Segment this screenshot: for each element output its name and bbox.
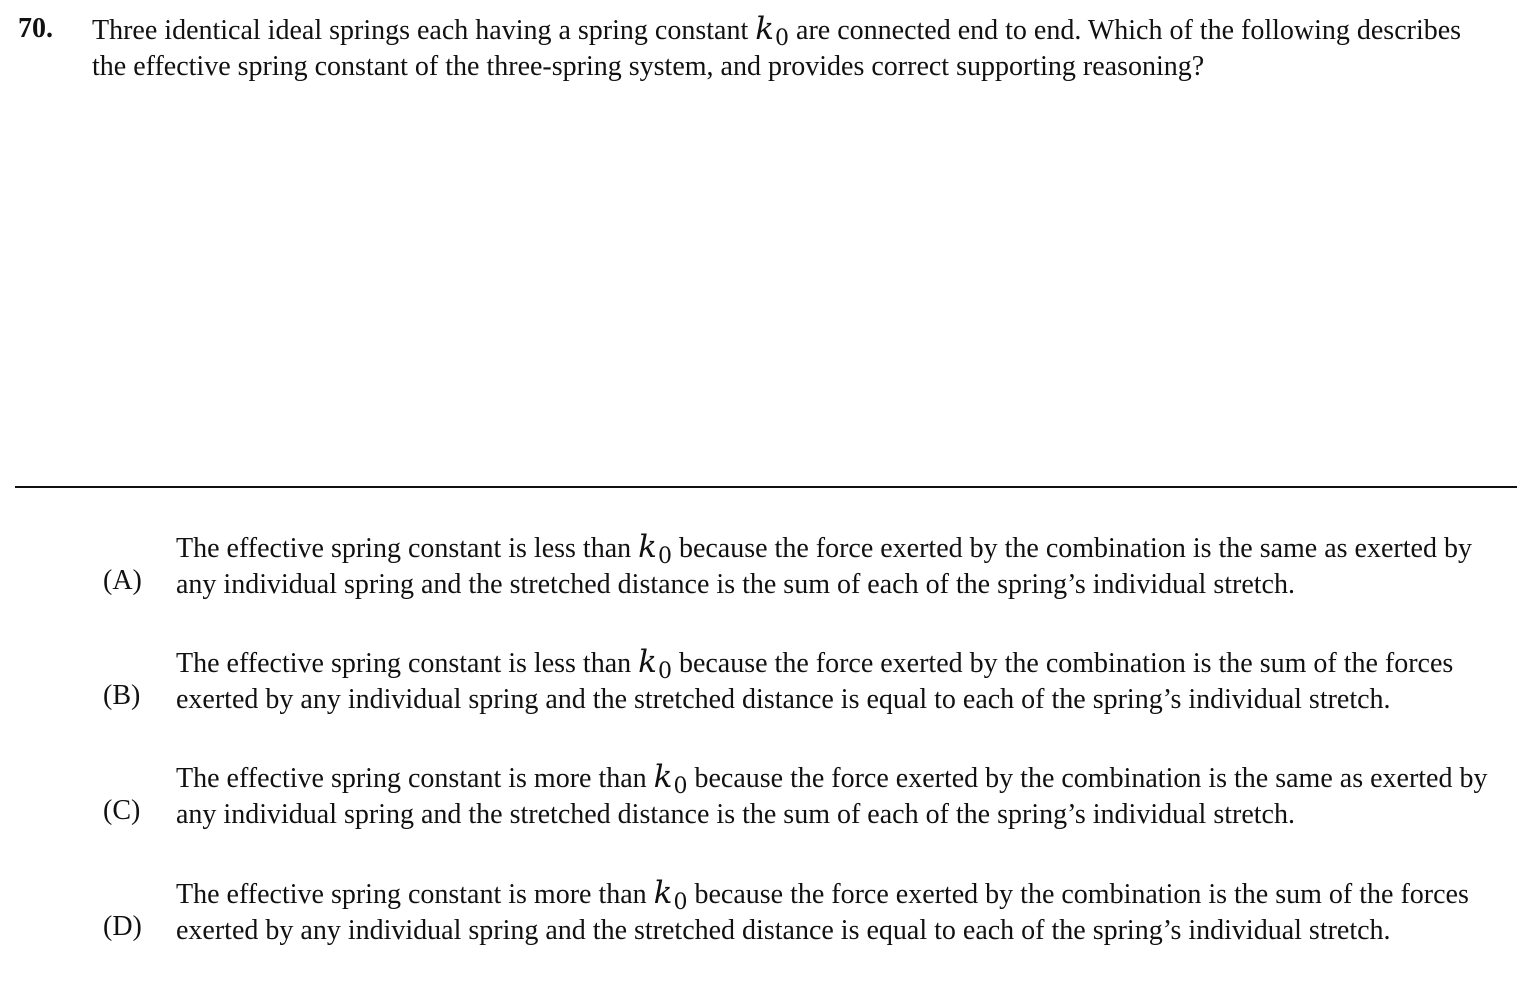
choice-b[interactable]: [0, 645, 1532, 749]
k-subscript: 0: [657, 544, 672, 569]
k-zero-symbol: [755, 11, 790, 51]
k-subscript: 0: [657, 659, 672, 684]
k-symbol: k: [755, 11, 775, 47]
choice-a[interactable]: [0, 530, 1532, 634]
choice-text: [176, 760, 1511, 832]
choice-text-end: because the force exerted by the combination is the same as exerted by any individual spring and the stretched distance is the sum of each of the spring’s individual stretch.: [176, 533, 1472, 600]
choice-text: [176, 876, 1511, 948]
k-symbol: k: [653, 875, 673, 911]
choice-d[interactable]: [0, 876, 1532, 980]
choice-text-end: because the force exerted by the combination is the sum of the forces exerted by any individual spring and the stretched distance is equal to each of the spring’s individual stretch.: [176, 879, 1469, 946]
section-divider: [15, 486, 1517, 488]
k-symbol: k: [653, 759, 673, 795]
k-subscript: 0: [673, 890, 688, 915]
question-stem: [92, 12, 1502, 84]
choice-text: [176, 530, 1511, 602]
choice-text-end: because the force exerted by the combination is the sum of the forces exerted by any individual spring and the stretched distance is equal to each of the spring’s individual stretch.: [176, 648, 1454, 715]
question-number: 70.: [18, 13, 53, 44]
choice-text: [176, 645, 1511, 717]
choice-text-start: The effective spring constant is more than: [176, 879, 647, 910]
choice-c[interactable]: [0, 760, 1532, 864]
k-zero-symbol: [653, 759, 688, 799]
choice-letter: (A): [103, 565, 142, 596]
choice-text-start: The effective spring constant is more than: [176, 763, 647, 794]
k-subscript: 0: [775, 26, 790, 51]
k-zero-symbol: [653, 875, 688, 915]
choice-letter: (C): [103, 795, 141, 826]
k-symbol: k: [638, 644, 657, 680]
question-stem-text-end: are connected end to end. Which of the following describes the effective spring constant of the three-spring system, and provides correct supporting reasoning?: [92, 15, 1462, 82]
choice-text-end: because the force exerted by the combination is the same as exerted by any individual spring and the stretched distance is the sum of each of the spring’s individual stretch.: [176, 763, 1488, 830]
choice-text-start: The effective spring constant is less than: [176, 648, 632, 679]
k-zero-symbol: [638, 529, 672, 569]
choice-letter: (B): [103, 680, 141, 711]
k-symbol: k: [638, 529, 657, 565]
question-stem-text-start: Three identical ideal springs each having a spring constant: [92, 15, 749, 46]
choice-letter: (D): [103, 911, 142, 942]
k-subscript: 0: [673, 774, 688, 799]
choice-text-start: The effective spring constant is less than: [176, 533, 632, 564]
k-zero-symbol: [638, 644, 672, 684]
